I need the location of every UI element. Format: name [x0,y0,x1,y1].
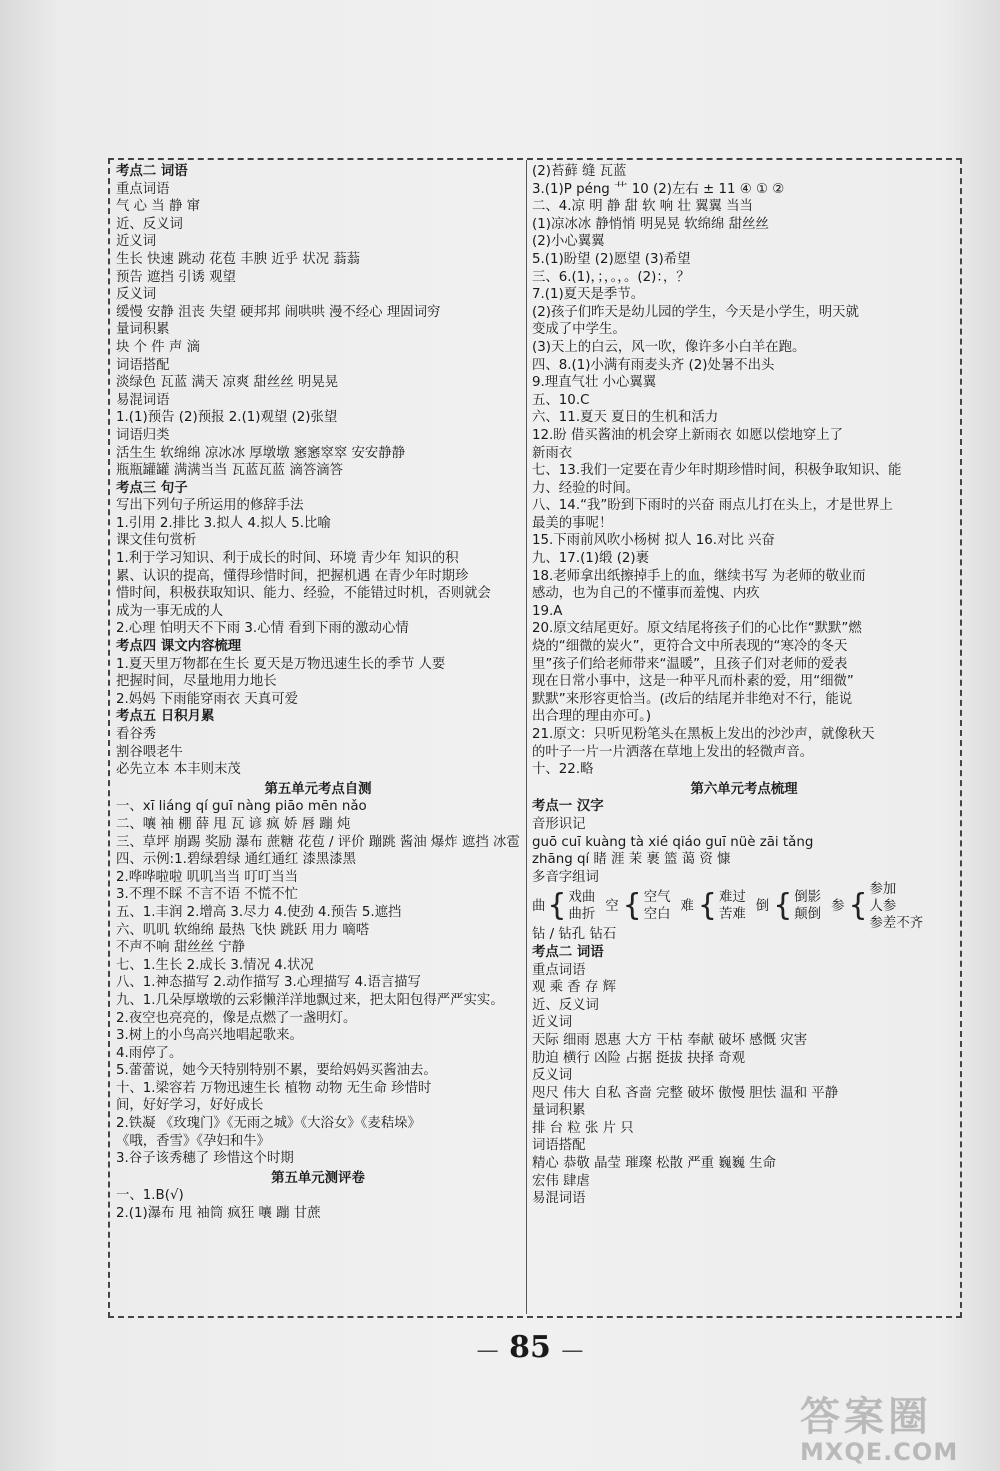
page-number-dash: — [561,1338,584,1363]
left-line: 5.蕾蕾说，她今天特别特别不累，要给妈妈买酱油去。 [116,1063,437,1079]
left-line: 淡绿色 瓦蓝 满天 凉爽 甜丝丝 明晃晃 [116,375,339,391]
brace-glyph: { [622,888,642,924]
left-line: 重点词语 [116,181,170,197]
polyphone-word: 难过 [719,890,746,906]
left-line: 二、嚷 袖 棚 薛 甩 瓦 谚 疯 娇 唇 蹦 炖 [116,816,351,832]
right-line: 排 台 粒 张 片 只 [532,1120,634,1136]
right-line: 多音字组词 [532,869,599,885]
right-line: 近、反义词 [532,997,599,1013]
left-line: 活生生 软绵绵 凉冰冰 厚墩墩 窸窸窣窣 安安静静 [116,445,406,461]
right-line: 六、11.夏天 夏日的生机和活力 [532,410,719,426]
polyphone-word: 空白 [643,907,671,923]
right-line: 咫尺 伟大 自私 吝啬 完整 破坏 傲慢 胆怯 温和 平静 [532,1085,839,1101]
right-line: (2)孩子们昨天是幼儿园的学生，今天是小学生，明天就 [532,304,859,320]
watermark-text: 答案圈 [800,1393,932,1440]
right-line: 现在日常小事中，这是一种平凡而朴素的爱，用“细微” [532,674,854,690]
polyphone-word: 戏曲 [568,890,596,906]
polyphone-char-can: 参 [831,898,845,914]
left-line: 2.哗哗啦啦 叽叽当当 叮叮当当 [116,869,298,885]
left-line: 2.心理 怕明天不下雨 3.心情 看到下雨的激动心情 [116,621,409,637]
column-divider [526,160,527,1314]
polyphone-char-kong: 空 [605,898,619,914]
left-line: 不声不响 甜丝丝 宁静 [116,940,246,956]
right-line: 里”孩子们给老师带来“温暖”，且孩子们对老师的爱表 [532,656,848,672]
right-line: 近义词 [532,1015,573,1031]
left-line: 六、叽叽 软绵绵 最热 飞快 跳跃 用力 嘀嗒 [116,922,370,938]
polyphone-word: 苦难 [719,907,746,923]
right-line: 3.(1)P péng 艹 10 (2)左右 ± 11 ④ ① ② [532,181,785,197]
right-column [532,163,956,1225]
left-line: 必先立本 本丰则末茂 [116,762,241,778]
watermark-url: MXQE.COM [800,1438,959,1466]
right-line: 重点词语 [532,962,586,978]
right-line: 天际 细雨 恩惠 大方 干枯 奉献 破坏 感慨 灾害 [532,1032,808,1048]
right-line: 八、14.“我”盼到下雨时的兴奋 雨点儿打在头上，才是世界上 [532,498,893,514]
section-heading: 第五单元测评卷 [271,1170,365,1186]
left-line: 1.引用 2.排比 3.拟人 4.拟人 5.比喻 [116,515,331,531]
right-line: 20.原文结尾更好。原文结尾将孩子们的心比作“默默”燃 [532,621,862,637]
left-line: 累、认识的提高，懂得珍惜时间，把握机遇 在青少年时期珍 [116,568,469,584]
brace-glyph: { [697,888,718,924]
polyphone-word: 空气 [643,890,671,906]
left-line: 四、示例:1.碧绿碧绿 通红通红 漆黑漆黑 [116,852,357,868]
polyphone-groups [532,881,956,931]
left-line: 预告 遮挡 引诱 观望 [116,269,236,285]
polyphone-words-can [870,881,924,932]
right-line: (2)苔藓 缝 瓦蓝 [532,164,627,179]
right-line: 二、4.凉 明 静 甜 软 响 壮 翼翼 当当 [532,199,753,215]
polyphone-char-nan: 难 [680,898,694,914]
left-line: 2.妈妈 下雨能穿雨衣 天真可爱 [116,691,298,707]
polyphone-words-kong [644,889,671,923]
left-line: 间，好好学习，好好成长 [116,1098,264,1114]
polyphone-word: 参加 [869,881,897,897]
right-line: 12.盼 借买酱油的机会穿上新雨衣 如愿以偿地穿上了 [532,427,844,443]
left-line: 考点三 句子 [116,480,188,496]
right-line: 考点二 词语 [532,944,604,960]
right-line: 力、经验的时间。 [532,480,640,496]
left-line: 量词积累 [116,322,170,338]
left-line: 惜时间，积极获取知识、能力、经验，不能错过时机，否则就会 [116,586,491,602]
polyphone-words-qu [568,889,595,923]
polyphone-word: 人参 [869,898,897,914]
left-line: 三、草坪 崩踢 奖励 瀑布 蔗糖 花苞 / 评价 蹦跳 酱油 爆炸 遮挡 冰雹 [116,834,520,850]
left-line: 词语归类 [116,427,170,443]
page-number-value: 85 [509,1330,551,1365]
right-line: 宏伟 肆虐 [532,1173,590,1189]
left-line: 十、1.梁容若 万物迅速生长 植物 动物 无生命 珍惜时 [116,1080,432,1096]
right-line: 21.原文：只听见粉笔头在黑板上发出的沙沙声，就像秋天 [532,727,875,742]
left-line: 1.夏天里万物都在生长 夏天是万物迅速生长的季节 人要 [116,656,446,672]
right-line: zhāng qí 睹 涯 茉 裹 篮 蔼 资 慷 [532,852,731,868]
polyphone-word: 参差不齐 [869,915,924,931]
left-line: 七、1.生长 2.成长 3.情况 4.状况 [116,957,314,973]
right-line: 词语搭配 [532,1138,586,1154]
left-line: 瓶瓶罐罐 满满当当 瓦蓝瓦蓝 滴答滴答 [116,463,344,479]
left-line: 块 个 件 声 滴 [116,339,200,355]
left-line: 把握时间，尽量地用力地长 [116,674,277,690]
left-line: 八、1.神态描写 2.动作描写 3.心理描写 4.语言描写 [116,975,421,991]
left-line: 缓慢 安静 沮丧 失望 硬邦邦 闹哄哄 漫不经心 理固词穷 [116,304,441,320]
brace-glyph: { [848,888,868,924]
left-line: 3.树上的小鸟高兴地唱起歌来。 [116,1028,303,1044]
right-line: 易混词语 [532,1191,586,1207]
right-line: 最美的事呢！ [532,515,613,531]
polyphone-word: 曲折 [568,907,596,923]
right-line: 十、22.略 [532,762,594,778]
left-column [116,163,520,1223]
left-line: 考点四 课文内容梳理 [116,639,242,655]
right-line: 观 乘 香 存 辉 [532,980,616,996]
left-line: 反义词 [116,287,157,303]
right-line: 考点一 汉字 [532,799,604,815]
right-line: 15.下雨前风吹小杨树 拟人 16.对比 兴奋 [532,533,775,549]
right-line: 变成了中学生。 [532,322,626,338]
right-line: 出合理的理由亦可。) [532,709,652,725]
left-line: 近、反义词 [116,216,183,232]
left-line: 4.雨停了。 [116,1045,183,1061]
left-line: 考点二 词语 [116,164,188,179]
left-line: 《哦，香雪》《孕妇和牛》 [116,1133,270,1149]
left-line: 3.谷子该秀穗了 珍惜这个时期 [116,1151,294,1167]
right-line [532,1208,956,1226]
brace-glyph: { [773,888,793,924]
right-line: 四、8.(1)小满有雨麦头齐 (2)处暑不出头 [532,357,775,373]
left-line: 割谷喂老牛 [116,744,183,760]
right-line: 肋迫 横行 凶险 占据 挺拔 抉择 奇观 [532,1050,746,1066]
right-line: 19.A [532,603,563,619]
right-line: 烧的“细微的炭火”，更符合文中所表现的“寒冷的冬天 [532,639,848,655]
left-line: 易混词语 [116,392,170,408]
polyphone-words-dao [794,889,821,923]
brace-glyph: { [547,888,567,924]
right-line: 量词积累 [532,1103,586,1119]
left-line: 五、1.丰润 2.增高 3.尽力 4.使劲 4.预告 5.遮挡 [116,904,402,920]
right-line: (3)天上的白云，风一吹，像许多小白羊在跑。 [532,339,806,355]
right-line: 18.老师拿出纸擦掉手上的血，继续书写 为老师的敬业而 [532,568,866,584]
right-line: guō cuī kuàng tà xié qiáo guī nüè zāi tǎng [532,834,814,850]
right-line: 反义词 [532,1068,573,1084]
page-number-dash: — [476,1338,499,1363]
left-line: 写出下列句子所运用的修辞手法 [116,498,304,514]
right-line: 七、13.我们一定要在青少年时期珍惜时间，积极争取知识、能 [532,463,902,479]
polyphone-char-qu: 曲 [532,898,546,914]
left-line: 九、1.几朵厚墩墩的云彩懒洋洋地飘过来，把太阳包得严严实实。 [116,992,504,1008]
left-line: 2.夜空也亮亮的，像是点燃了一盏明灯。 [116,1010,357,1026]
right-line: 新雨衣 [532,445,573,461]
polyphone-word: 颠倒 [794,907,822,923]
left-line: 一、1.B(√) [116,1188,184,1204]
right-line: 的叶子一片一片洒落在草地上发出的轻微声音。 [532,744,814,760]
right-line: 钻 / 钻孔 钻石 [532,927,617,943]
right-line: 三、6.(1)，；，。，。(2)：，？ [532,269,690,285]
right-line: 精心 恭敬 晶莹 璀璨 松散 严重 巍巍 生命 [532,1156,777,1172]
left-line: 1.利于学习知识、利于成长的时间、环境 青少年 知识的积 [116,551,459,567]
section-heading: 第六单元考点梳理 [690,781,798,797]
page-number [470,1330,590,1365]
right-line: 9.理直气壮 小心翼翼 [532,375,657,391]
left-line: 2.(1)瀑布 甩 袖筒 疯狂 嚷 蹦 甘蔗 [116,1206,321,1222]
left-line: 3.不理不睬 不言不语 不慌不忙 [116,887,298,903]
right-line: (2)小心翼翼 [532,234,605,250]
polyphone-char-dao: 倒 [755,898,770,914]
watermark-logo [800,1385,990,1465]
left-line: 一、xī liáng qí guī nàng piāo mēn nǎo [116,799,367,815]
left-line: 考点五 日积月累 [116,709,215,725]
right-line: 九、17.(1)缎 (2)裹 [532,551,650,567]
left-line: 2.铁凝 《玫瑰门》《无雨之城》《大浴女》《麦秸垛》 [116,1116,421,1132]
polyphone-word: 倒影 [794,890,822,906]
right-line: 五、10.C [532,392,590,408]
section-heading: 第五单元考点自测 [264,781,372,797]
left-line: 成为一事无成的人 [116,603,224,619]
left-line: 气 心 当 静 窜 [116,199,200,215]
left-line: 看谷秀 [116,727,157,742]
right-line: 音形识记 [532,816,586,832]
polyphone-words-nan [719,889,746,923]
left-line: 1.(1)预告 (2)预报 2.(1)观望 (2)张望 [116,410,338,426]
right-line: 5.(1)盼望 (2)愿望 (3)希望 [532,251,691,267]
left-line: 词语搭配 [116,357,170,373]
left-line: 生长 快速 跳动 花苞 丰腴 近乎 状况 蓊蓊 [116,251,361,267]
left-line: 近义词 [116,234,157,250]
left-line: 课文佳句赏析 [116,533,197,549]
right-line: 默默”来形容更恰当。(改后的结尾并非绝对不行，能说 [532,691,853,707]
right-line: (1)凉冰冰 静悄悄 明晃晃 软绵绵 甜丝丝 [532,216,769,232]
right-line: 感动，也为自己的不懂事而羞愧、内疚 [532,586,760,602]
right-line: 7.(1)夏天是季节。 [532,287,645,303]
